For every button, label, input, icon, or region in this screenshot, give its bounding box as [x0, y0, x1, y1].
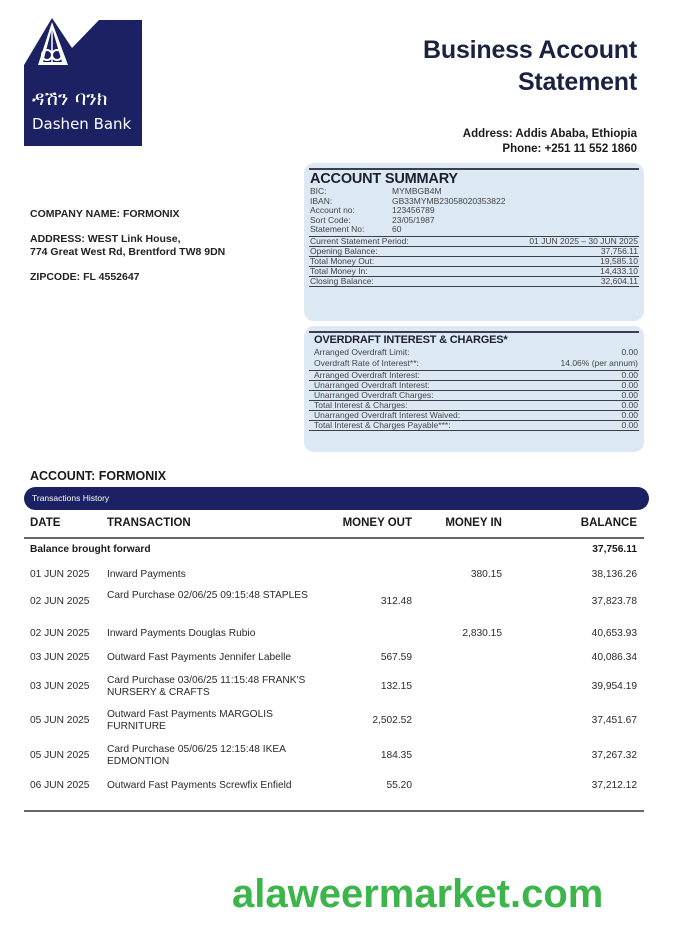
summary-detail-value: MYMBGB4M	[392, 186, 442, 196]
transaction-description: Inward Payments	[107, 569, 186, 580]
overdraft-row	[309, 370, 639, 380]
transaction-date: 02 JUN 2025	[30, 628, 90, 639]
customer-info	[30, 208, 225, 296]
overdraft-detail-label: Overdraft Rate of Interest**:	[314, 358, 419, 368]
account-summary-box	[304, 163, 644, 321]
watermark-text: alaweermarket.com	[232, 872, 604, 916]
brought-forward-balance: 37,756.11	[592, 544, 637, 555]
transaction-balance: 38,136.26	[591, 569, 637, 580]
column-header-balance: BALANCE	[580, 517, 637, 529]
overdraft-row	[309, 380, 639, 390]
summary-row-value: 14,433.10	[600, 265, 638, 276]
divider	[309, 331, 639, 333]
overdraft-heading: OVERDRAFT INTEREST & CHARGES*	[314, 334, 508, 346]
summary-row-label: Total Money Out:	[310, 255, 375, 266]
transaction-balance: 40,653.93	[591, 628, 637, 639]
transaction-balance: 37,823.78	[591, 596, 637, 607]
summary-row	[309, 256, 639, 266]
transaction-money-out: 2,502.52	[372, 715, 412, 726]
bank-contact	[463, 127, 637, 157]
account-title: ACCOUNT: FORMONIX	[30, 469, 167, 483]
logo-text-amharic: ዳሽን ባንክ	[32, 86, 108, 110]
summary-row-label: Total Money In:	[310, 265, 368, 276]
summary-row-value: 37,756.11	[600, 245, 638, 256]
bank-address: Address: Addis Ababa, Ethiopia	[462, 128, 637, 140]
transaction-description: Outward Fast Payments MARGOLIS FURNITURE	[107, 709, 273, 732]
overdraft-row	[309, 410, 639, 420]
overdraft-row-value: 0.00	[621, 380, 638, 390]
overdraft-row-label: Unarranged Overdraft Interest:	[314, 380, 430, 390]
dashen-bank-logo	[24, 18, 142, 146]
transaction-description: Inward Payments Douglas Rubio	[107, 628, 256, 639]
transaction-balance: 37,451.67	[591, 715, 637, 726]
table-header	[30, 515, 637, 536]
overdraft-box	[304, 326, 644, 452]
account-summary-rows	[309, 236, 639, 287]
overdraft-row-value: 0.00	[621, 420, 638, 430]
transaction-description: Card Purchase 03/06/25 11:15:48 FRANK'S NURSERY & CRAFTS	[107, 675, 306, 698]
overdraft-row-value: 0.00	[621, 410, 638, 420]
brought-forward-label: Balance brought forward	[30, 544, 151, 555]
overdraft-row	[309, 420, 639, 431]
overdraft-row-label: Total Interest & Charges Payable***:	[314, 420, 451, 430]
transaction-money-in: 380.15	[470, 569, 502, 580]
transaction-date: 03 JUN 2025	[30, 652, 90, 663]
summary-row-value: 19,585.10	[600, 255, 638, 266]
summary-row	[309, 236, 639, 246]
summary-detail-label: IBAN:	[310, 195, 333, 206]
header-divider	[24, 537, 644, 539]
company-address	[30, 233, 225, 259]
transaction-date: 01 JUN 2025	[30, 569, 90, 580]
transaction-money-in: 2,830.15	[462, 628, 502, 639]
overdraft-detail-label: Arranged Overdraft Limit:	[314, 347, 410, 357]
transaction-balance: 40,086.34	[591, 652, 637, 663]
logo-text-english: Dashen Bank	[32, 115, 132, 133]
document-title	[423, 34, 637, 98]
overdraft-detail-value: 14.06% (per annum)	[560, 358, 638, 368]
summary-row-label: Closing Balance:	[310, 275, 374, 286]
summary-row-label: Current Statement Period:	[310, 235, 409, 246]
transaction-date: 02 JUN 2025	[30, 596, 90, 607]
overdraft-row	[309, 400, 639, 410]
transaction-description: Outward Fast Payments Jennifer Labelle	[107, 652, 292, 663]
transactions-history-bar: Transactions History	[24, 487, 649, 510]
overdraft-detail-value: 0.00	[621, 347, 638, 357]
summary-row	[309, 246, 639, 256]
overdraft-row-value: 0.00	[621, 370, 638, 380]
transaction-description: Card Purchase 02/06/25 09:15:48 STAPLES	[107, 590, 308, 601]
account-summary-heading: ACCOUNT SUMMARY	[310, 171, 458, 187]
summary-detail-row	[309, 225, 639, 235]
overdraft-rows	[309, 370, 639, 431]
summary-row-value: 01 JUN 2025 – 30 JUN 2025	[529, 235, 638, 246]
transaction-date: 03 JUN 2025	[30, 681, 90, 692]
summary-detail-label: BIC:	[310, 186, 327, 196]
transaction-description: Outward Fast Payments Screwfix Enfield	[107, 780, 292, 791]
summary-detail-row	[309, 197, 639, 207]
overdraft-row-value: 0.00	[621, 390, 638, 400]
transaction-date: 05 JUN 2025	[30, 750, 90, 761]
summary-detail-value: 123456789	[392, 205, 435, 215]
summary-row-label: Opening Balance:	[310, 245, 378, 256]
divider	[309, 168, 639, 170]
transaction-date: 06 JUN 2025	[30, 780, 90, 791]
overdraft-row-value: 0.00	[621, 400, 638, 410]
summary-detail-value: 60	[392, 224, 402, 234]
summary-row-value: 32,604.11	[600, 275, 638, 286]
summary-detail-value: 23/05/1987	[392, 214, 435, 225]
transaction-balance: 37,267.32	[591, 750, 637, 761]
summary-detail-label: Statement No:	[310, 224, 365, 234]
transaction-balance: 39,954.19	[591, 681, 637, 692]
overdraft-detail-row	[309, 347, 639, 358]
transaction-description: Card Purchase 05/06/25 12:15:48 IKEA EDMONTION	[107, 744, 286, 767]
bank-phone: Phone: +251 11 552 1860	[502, 143, 637, 155]
overdraft-row-label: Total Interest & Charges:	[314, 400, 408, 410]
transaction-money-out: 184.35	[380, 750, 412, 761]
transaction-money-out: 567.59	[380, 652, 412, 663]
transaction-money-out: 132.15	[380, 681, 412, 692]
column-header-date: DATE	[30, 517, 61, 529]
summary-detail-label: Sort Code:	[310, 214, 351, 225]
company-zipcode: ZIPCODE: FL 4552647	[30, 271, 140, 283]
overdraft-detail-row	[309, 358, 639, 369]
transaction-money-out: 55.20	[386, 780, 412, 791]
transaction-money-out: 312.48	[380, 596, 412, 607]
overdraft-row	[309, 390, 639, 400]
summary-detail-value: GB33MYMB23058020353822	[392, 195, 506, 206]
column-header-money-out: MONEY OUT	[342, 517, 412, 529]
overdraft-row-label: Unarranged Overdraft Charges:	[314, 390, 434, 400]
company-name: COMPANY NAME: FORMONIX	[30, 208, 180, 220]
overdraft-row-label: Arranged Overdraft Interest:	[314, 370, 420, 380]
overdraft-row-label: Unarranged Overdraft Interest Waived:	[314, 410, 461, 420]
document-title-line1: Business Account	[423, 36, 637, 64]
account-summary-details	[309, 187, 639, 235]
column-header-money-in: MONEY IN	[445, 517, 502, 529]
transaction-date: 05 JUN 2025	[30, 715, 90, 726]
document-title-line2: Statement	[517, 68, 637, 96]
table-bottom-divider	[24, 810, 644, 812]
company-address-line1: ADDRESS: WEST Link House,	[30, 233, 181, 245]
summary-row	[309, 276, 639, 287]
summary-detail-row	[309, 206, 639, 216]
company-address-line2: 774 Great West Rd, Brentford TW8 9DN	[30, 246, 226, 258]
logo-icon	[24, 18, 142, 146]
overdraft-details	[309, 347, 639, 369]
summary-detail-label: Account no:	[310, 205, 355, 215]
summary-row	[309, 266, 639, 276]
column-header-transaction: TRANSACTION	[107, 517, 191, 529]
transaction-balance: 37,212.12	[591, 780, 637, 791]
